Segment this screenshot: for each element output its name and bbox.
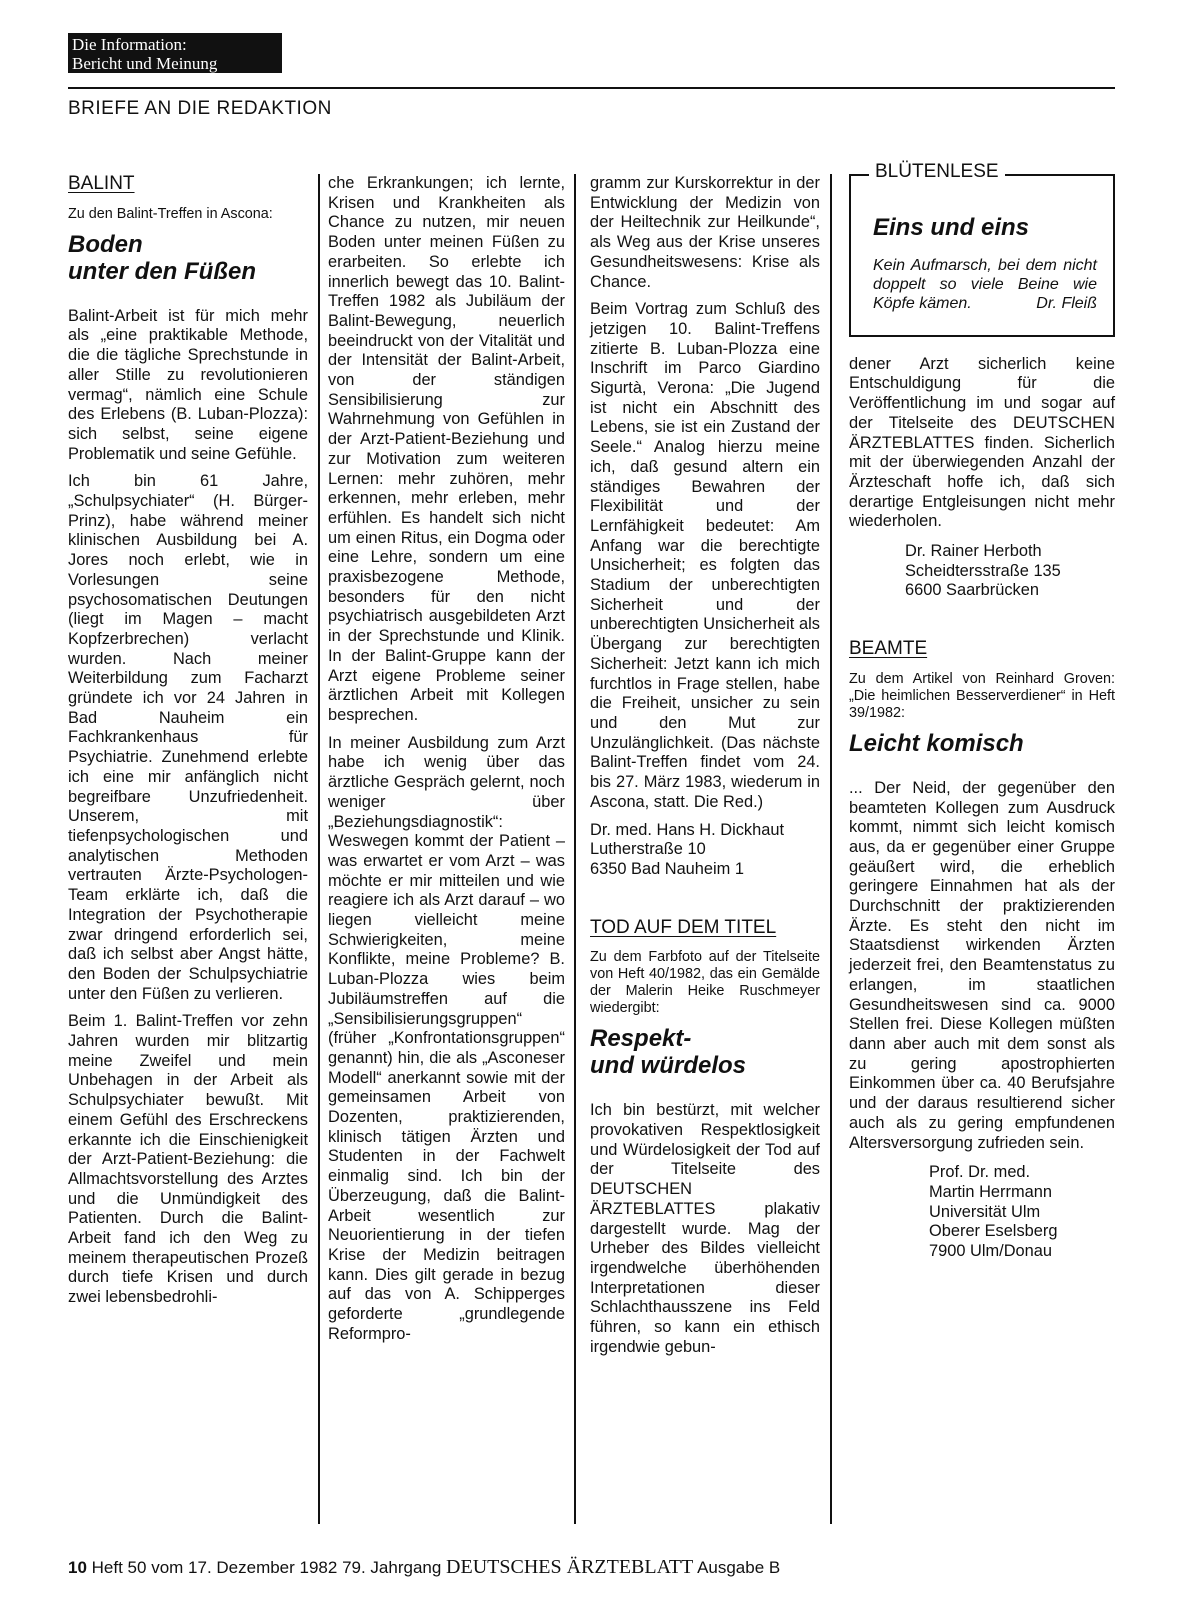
column-2	[328, 174, 565, 1352]
kicker-line-2: Bericht und Meinung	[72, 54, 218, 73]
signature-title: Prof. Dr. med.	[929, 1163, 1031, 1182]
column-4	[849, 161, 1115, 1276]
headline-line-2: unter den Füßen	[68, 257, 256, 285]
signature-institution: Universität Ulm	[929, 1202, 1041, 1221]
edition: Ausgabe B	[697, 1558, 781, 1577]
signature-city: 7900 Ulm/Donau	[929, 1242, 1053, 1261]
paragraph: Balint-Arbeit ist für mich mehr als „eine praktikable Methode, die die tägliche Sprechstunde in aller Stille zu revolutionieren vermag“, nämlich eine Schule des Erlebens (B. Luban-Plozza): sich selbst, seine eigene Problematik und seine Gefühle.	[68, 306, 308, 463]
paragraph: dener Arzt sicherlich keine Entschuldigung für die Veröffentlichung im und sogar auf der Titelseite des DEUTSCHEN ÄRZTEBLATTES finden. Sicherlich mit der überwiegenden Anzahl der Ärzteschaft hoffe ich, daß sich derartige Entgleisungen nicht mehr wiederholen.	[849, 354, 1115, 531]
paragraph: Ich bin 61 Jahre, „Schulpsychiater“ (H. Bürger-Prinz), habe während meiner klinischen Ausbildung bei A. Jores noch erlebt, wie in Vorlesungen seine psychosomatischen Deutungen (liegt im Magen – macht Kopfzerbrechen) verlacht wurden. Nach meiner Weiterbildung zum Facharzt gründete ich vor 24 Jahren in Bad Nauheim ein Fachkrankenhaus für Psychiatrie. Zunehmend erlebte ich eine mir anfänglich nicht begreifbare Unzufriedenheit. Unserem, mit tiefenpsychologischen und analytischen Methoden vertrauten Ärzte-Psychologen-Team erklärte ich, daß die Integration der Psychotherapie zwar dringend erforderlich sei, daß ich selbst aber Angst hätte, den Boden der Schulpsychiatrie unter den Füßen zu verlieren.	[68, 472, 308, 1003]
letter-headline: Leicht komisch	[849, 729, 1024, 757]
signature-street: Oberer Eselsberg	[929, 1222, 1058, 1241]
issue-info: Heft 50 vom 17. Dezember 1982 79. Jahrgang	[91, 1558, 442, 1577]
bluetenlese-box	[849, 161, 1115, 337]
category-tod-auf-dem-titel: TOD AUF DEM TITEL	[590, 916, 777, 938]
signature-city: 6350 Bad Nauheim 1	[590, 859, 744, 878]
page-number: 10	[68, 1558, 87, 1577]
signature-name: Martin Herrmann	[929, 1182, 1052, 1201]
journal-name: DEUTSCHES ÄRZTEBLATT	[446, 1556, 694, 1578]
box-label: BLÜTENLESE	[869, 162, 1005, 182]
section-kicker	[68, 33, 282, 73]
category-balint: BALINT	[68, 173, 135, 194]
top-rule	[68, 87, 1115, 89]
kicker-line-1: Die Information:	[72, 35, 187, 54]
letter-headline	[68, 231, 308, 285]
paragraph: Beim Vortrag zum Schluß des jetzigen 10. Balint-Treffens zitierte B. Luban-Plozza eine Inschrift im Parco Giardino Sigurtà, Verona: „Die Jugend ist nicht ein Abschnitt des Lebens, sie ist ein Zustand der Seele.“ Analog hierzu meine ich, daß gesund altern ein ständiges Bewahren der Flexibilität und der Lernfähigkeit bedeutet: Am Anfang war die berechtigte Unsicherheit; es folgten das Stadium der unberechtigten Sicherheit und der unberechtigten Unsicherheit als Übergang zur berechtigten Sicherheit: Jetzt kann ich mich furchtlos in Frage stellen, habe die Freiheit, unsicher zu sein und den Mut zur Unzulänglichkeit. (Das nächste Balint-Treffen findet vom 24. bis 27. März 1983, wiederum in Ascona, statt. Die Red.)	[590, 300, 820, 811]
box-quote-author: Dr. Fleiß	[1036, 294, 1097, 312]
paragraph: che Erkrankungen; ich lernte, Krisen und Krankheiten als Chance zu nutzen, mir neuen Boden unter meinen Füßen zu erarbeiten. So erlebte ich innerlich bewegt das 10. Balint-Treffen 1982 als Jubiläum der Balint-Bewegung, neuerlich beeindruckt von der Vitalität und der Intensität der Balint-Arbeit, von der ständigen Sensibilisierung zur Wahrnehmung von Gefühlen in der Arzt-Patient-Beziehung und zur Motivation zum weiteren Lernen: mehr zuhören, mehr erkennen, mehr erleben, mehr erfühlen. Es handelt sich nicht um einen Ritus, ein Dogma oder eine Lehre, sondern um eine praxisbezogene Methode, besonders für den nicht psychiatrisch ausgebildeten Arzt in der Sprechstunde und Klinik. In der Balint-Gruppe kann der Arzt eigene Probleme seiner ärztlichen Arbeit mit Kollegen besprechen.	[328, 174, 565, 724]
category-beamte: BEAMTE	[849, 638, 928, 660]
signature-street: Lutherstraße 10	[590, 840, 706, 859]
letter-headline	[590, 1025, 820, 1079]
letter-intro: Zu den Balint-Treffen in Ascona:	[68, 205, 273, 222]
column-1	[68, 174, 308, 1316]
paragraph: Ich bin bestürzt, mit welcher provokativen Respektlosigkeit und Würdelosigkeit der Tod auf der Titelseite des DEUTSCHEN ÄRZTEBLATTES plakativ dargestellt wurde. Mag der Urheber des Bildes vielleicht irgendwelche überhöhenden Interpretationen dieser Schlachthausszene ins Feld führen, so kann ein ethisch irgendwie gebun-	[590, 1101, 820, 1356]
paragraph: Beim 1. Balint-Treffen vor zehn Jahren wurden mir blitzartig meine Zweifel und mein Unbehagen in der Arbeit als Schulpsychiater bewußt. Mit einem Gefühl des Erschreckens erkannte ich die Einschienigkeit der Arzt-Patient-Beziehung: die Allmachtsvorstellung des Arztes und die Unmündigkeit des Patienten. Durch die Balint-Arbeit fand ich den Weg zu meinem therapeutischen Prozeß durch tiefe Krisen und durch zwei lebensbedrohli-	[68, 1012, 308, 1307]
box-headline: Eins und eins	[873, 214, 1030, 241]
column-divider	[830, 174, 832, 1524]
paragraph: gramm zur Kurskorrektur in der Entwicklung der Medizin von der Heiltechnik zur Heilkunde“, als Weg aus der Krise unseres Gesundheitswesens: Krise als Chance.	[590, 174, 820, 291]
headline-line-1: Respekt-	[590, 1025, 692, 1053]
letter-signature	[905, 542, 1115, 601]
headline-line-1: Boden	[68, 230, 143, 258]
signature-name: Dr. med. Hans H. Dickhaut	[590, 820, 785, 839]
box-quote-text: Kein Aufmarsch, bei dem nicht doppelt so viele Beine wie Köpfe kämen.	[873, 256, 1097, 312]
column-3	[590, 174, 820, 1365]
letter-intro: Zu dem Artikel von Reinhard Groven: „Die heimlichen Besserverdiener“ in Heft 39/1982:	[849, 670, 1115, 721]
column-divider	[318, 174, 320, 1524]
box-quote	[873, 256, 1097, 313]
paragraph: In meiner Ausbildung zum Arzt habe ich wenig über das ärztliche Gespräch gelernt, noch weniger über „Beziehungsdiagnostik“: Weswegen kommt der Patient – was erwartet er vom Arzt – was möchte er mir mitteilen und wie reagiere ich als Arzt darauf – wo liegen vielleicht meine Schwierigkeiten, meine Konflikte, meine Probleme? B. Luban-Plozza wies beim Jubiläumstreffen auf die „Sensibilisierungsgruppen“ (früher „Konfrontationsgruppen“ genannt) hin, die als „Asconeser Modell“ anerkannt sowie mit der gemeinsamen Arbeit von Dozenten, praktizierenden, klinisch tätigen Ärzten und Studenten in der Fachwelt einmalig sind. Ich bin der Überzeugung, daß die Balint-Arbeit wesentlich zur Neuorientierung in der tiefen Krise der Medizin beitragen kann. Dies gilt gerade in bezug auf das von A. Schipperges geforderte „grundlegende Reformpro-	[328, 733, 565, 1343]
letter-signature	[590, 821, 820, 880]
paragraph: ... Der Neid, der gegenüber den beamteten Kollegen zum Ausdruck kommt, nimmt sich leicht komisch aus, da er gegenüber einer Gruppe geäußert wird, die erheblich geringere Einnahmen hat als der Durchschnitt der praktizierenden Ärzte. Es steht den nicht im Staatsdienst wirkenden Ärzten jederzeit frei, den Beamtenstatus zu erlangen, im staatlichen Gesundheitswesen sind ca. 9000 Stellen frei. Diese Kollegen müßten dann aber auch mit dem sonst als zu gering apostrophierten Einkommen über ca. 40 Berufsjahre und der daraus resultierend sicher auch als zu gering empfundenen Altersversorgung zufrieden sein.	[849, 778, 1115, 1152]
signature-street: Scheidtersstraße 135	[905, 561, 1061, 580]
column-divider	[574, 174, 576, 1524]
signature-city: 6600 Saarbrücken	[905, 581, 1039, 600]
letter-intro: Zu dem Farbfoto auf der Titelseite von Heft 40/1982, das ein Gemälde der Malerin Heike Ruschmeyer wiedergibt:	[590, 949, 820, 1017]
headline-line-2: und würdelos	[590, 1052, 746, 1080]
page-footer	[68, 1556, 780, 1579]
section-title: BRIEFE AN DIE REDAKTION	[68, 98, 332, 119]
letter-signature	[929, 1163, 1115, 1262]
signature-name: Dr. Rainer Herboth	[905, 542, 1042, 561]
